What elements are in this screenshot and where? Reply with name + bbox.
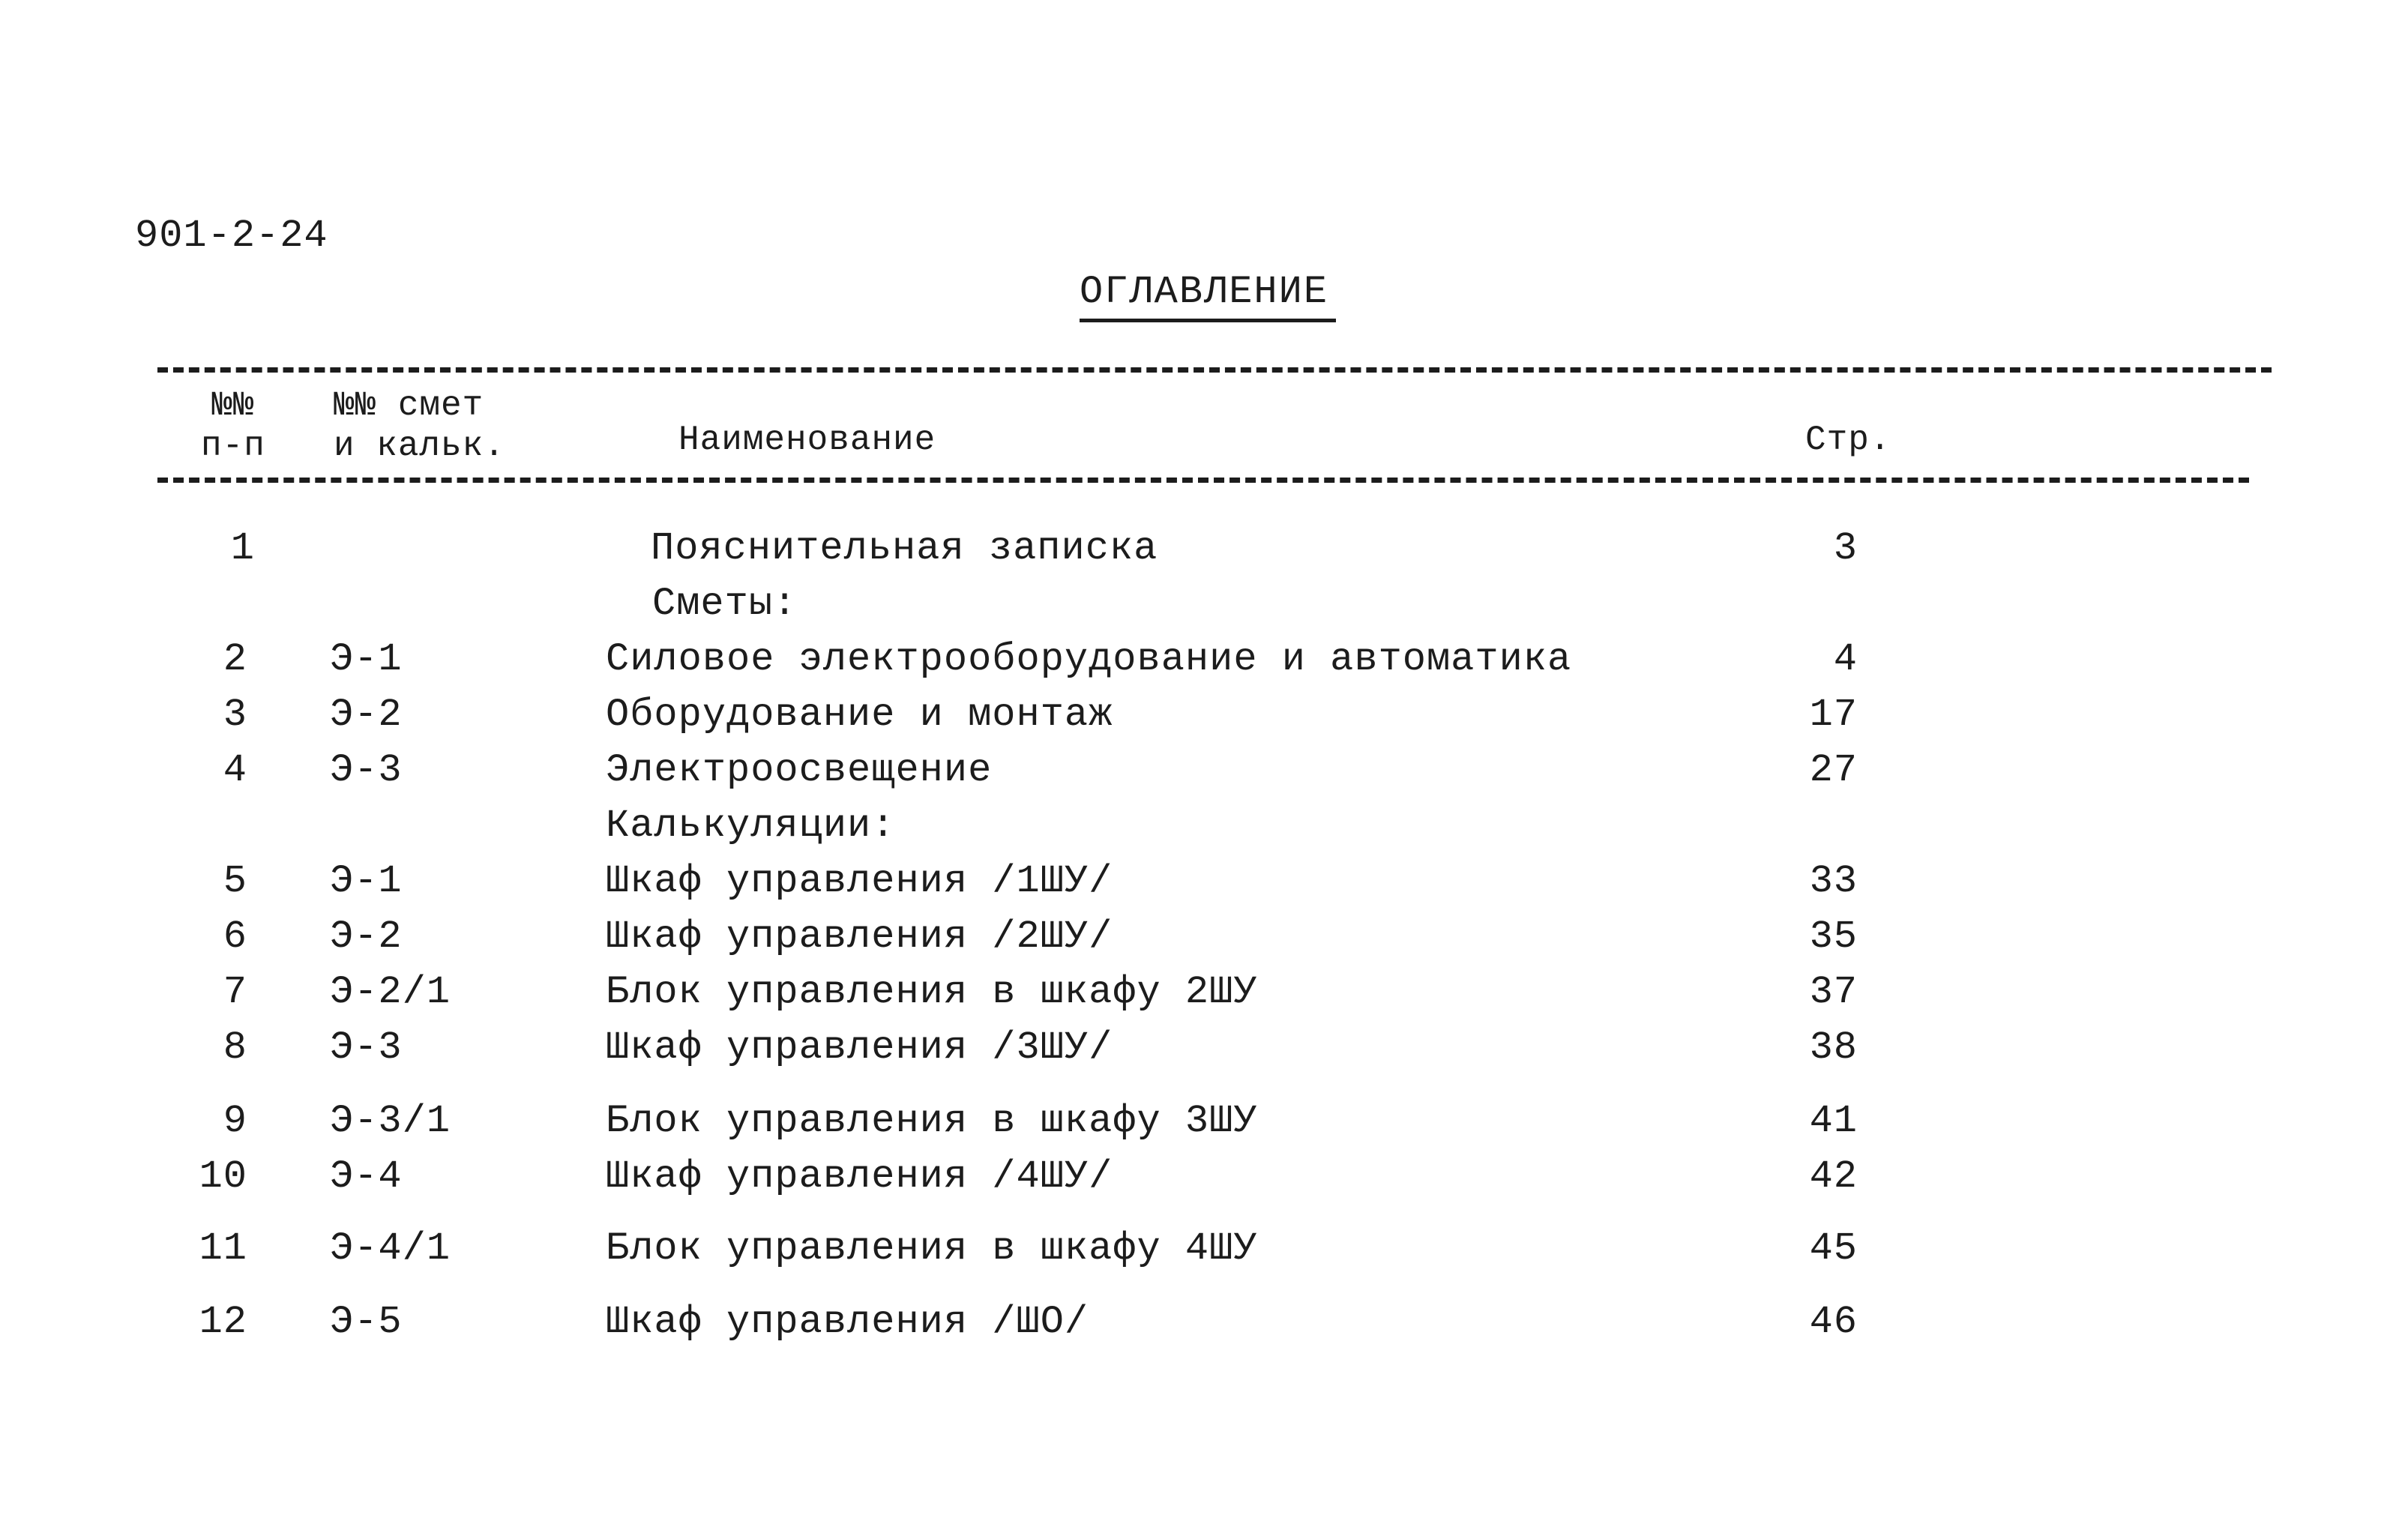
row-page: 46 (1809, 1300, 1858, 1344)
row-page: 33 (1809, 859, 1858, 903)
row-page: 3 (1833, 526, 1858, 570)
section-calculations: Калькуляции: (606, 804, 896, 848)
row-name: Электроосвещение (606, 748, 993, 792)
row-name: Блок управления в шкафу 4ШУ (606, 1226, 1258, 1271)
row-name: Шкаф управления /1ШУ/ (606, 859, 1113, 903)
header-estimate-line1: №№ смет (334, 386, 484, 425)
row-number: 2 (223, 637, 247, 681)
row-number: 6 (223, 915, 247, 959)
row-code: Э-5 (330, 1300, 403, 1344)
row-page: 41 (1809, 1099, 1858, 1143)
title-underline (1080, 319, 1336, 322)
header-row-number-line1: №№ (211, 386, 255, 425)
row-number: 7 (223, 970, 247, 1014)
header-row-number (201, 385, 265, 466)
row-name: Силовое электрооборудование и автоматика (606, 637, 1572, 681)
row-page: 42 (1809, 1154, 1858, 1199)
header-page: Стр. (1805, 421, 1891, 460)
row-code: Э-2/1 (330, 970, 451, 1014)
row-number: 8 (223, 1025, 247, 1070)
header-estimate-number (334, 385, 505, 466)
row-code: Э-3 (330, 748, 403, 792)
row-code: Э-2 (330, 915, 403, 959)
row-code: Э-3 (330, 1025, 403, 1070)
row-page: 17 (1809, 693, 1858, 737)
row-page: 38 (1809, 1025, 1858, 1070)
header-row-number-line2: п-п (201, 427, 265, 466)
row-number: 3 (223, 693, 247, 737)
row-name: Блок управления в шкафу 2ШУ (606, 970, 1258, 1014)
row-page: 37 (1809, 970, 1858, 1014)
row-number: 10 (199, 1154, 247, 1199)
row-name: Оборудование и монтаж (606, 693, 1113, 737)
section-estimates: Сметы: (652, 582, 798, 626)
row-number: 5 (223, 859, 247, 903)
row-code: Э-1 (330, 859, 403, 903)
row-name: Блок управления в шкафу 3ШУ (606, 1099, 1258, 1143)
row-code: Э-4 (330, 1154, 403, 1199)
document-code: 901-2-24 (135, 214, 328, 258)
row-name: Шкаф управления /ШО/ (606, 1300, 1089, 1344)
row-page: 27 (1809, 748, 1858, 792)
row-page: 45 (1809, 1226, 1858, 1271)
row-code: Э-2 (330, 693, 403, 737)
row-name: Шкаф управления /3ШУ/ (606, 1025, 1113, 1070)
row-code: Э-4/1 (330, 1226, 451, 1271)
row-code: Э-3/1 (330, 1099, 451, 1143)
row-number: 9 (223, 1099, 247, 1143)
header-top-divider (157, 367, 2272, 373)
row-name: Пояснительная записка (651, 526, 1158, 570)
header-bottom-divider (157, 478, 2249, 483)
row-number: 12 (199, 1300, 247, 1344)
header-name: Наименование (678, 421, 936, 460)
row-number: 4 (223, 748, 247, 792)
row-number: 11 (199, 1226, 247, 1271)
row-code: Э-1 (330, 637, 403, 681)
row-name: Шкаф управления /4ШУ/ (606, 1154, 1113, 1199)
row-number: 1 (230, 526, 255, 570)
row-page: 4 (1833, 637, 1858, 681)
header-estimate-line2: и кальк. (334, 427, 505, 466)
row-page: 35 (1809, 915, 1858, 959)
row-name: Шкаф управления /2ШУ/ (606, 915, 1113, 959)
page-title: ОГЛАВЛЕНИЕ (1080, 270, 1329, 314)
